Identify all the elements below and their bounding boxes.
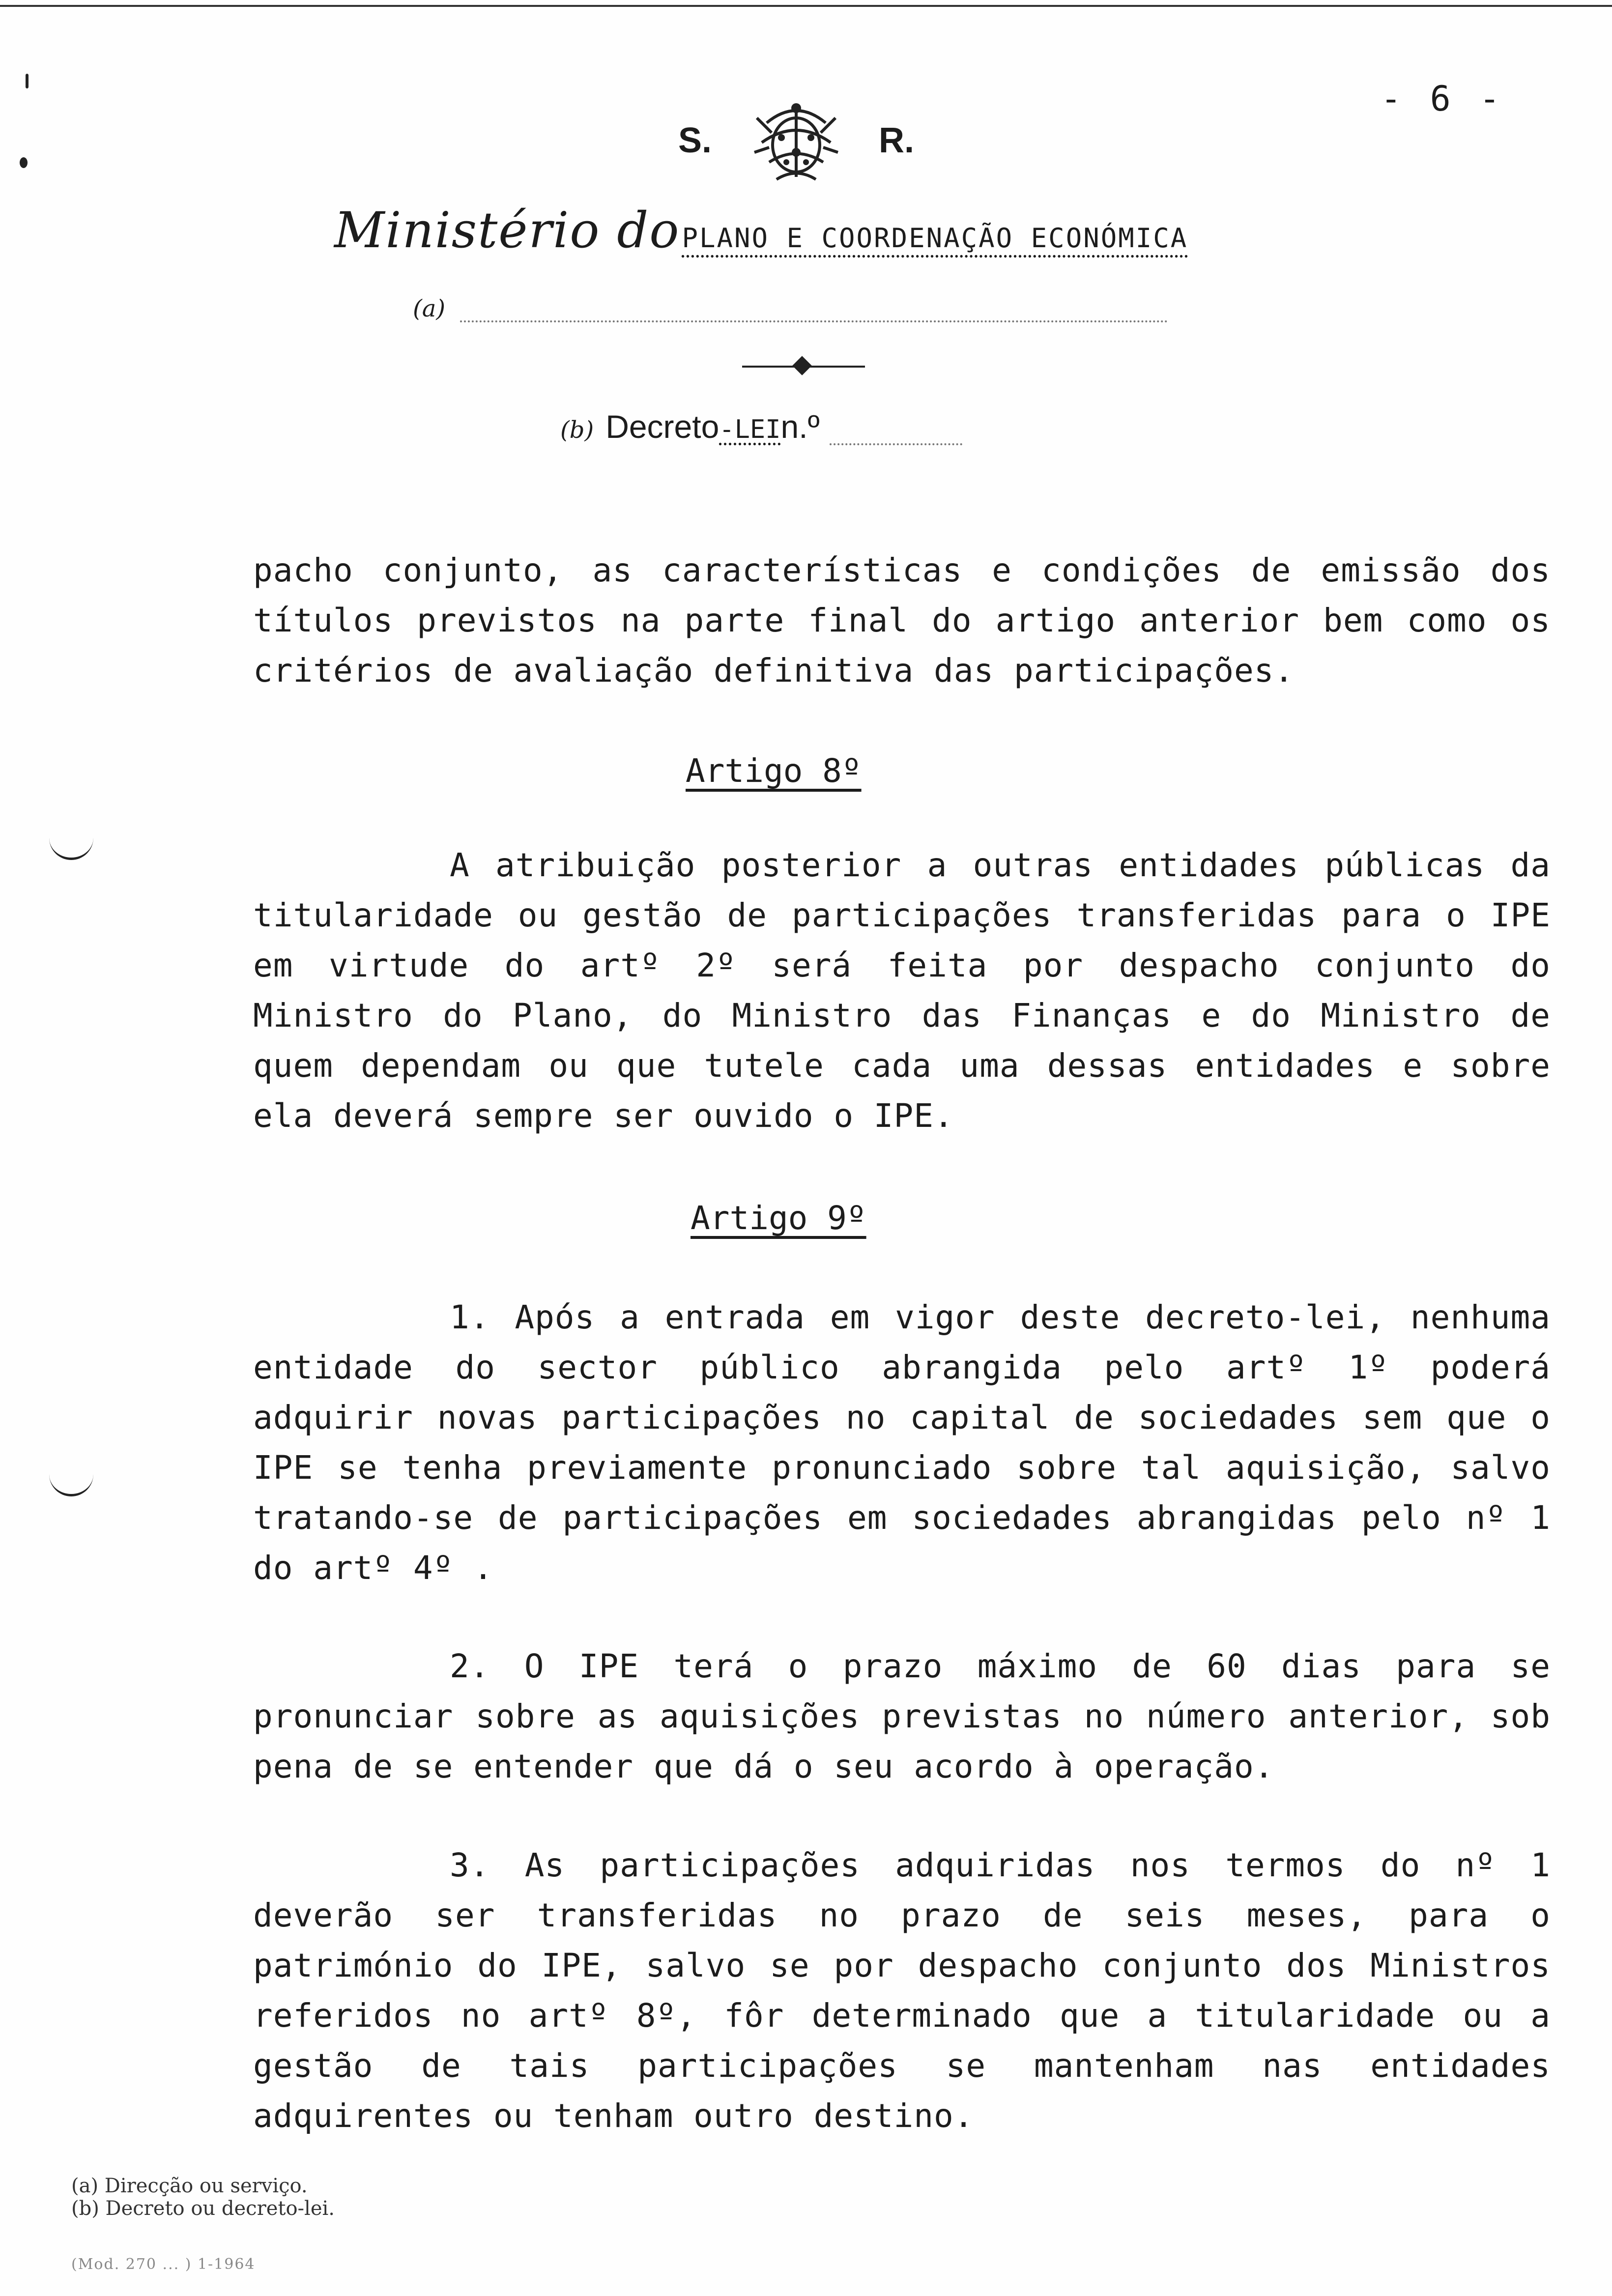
service-line [413,295,1168,322]
article-8-heading: Artigo 8º [686,752,862,790]
margin-mark-top [49,835,93,860]
article-9-para-1: 1. Após a entrada em vigor deste decreto-lei, nenhuma entidade do sector público abrangida pelo artº 1º poderá adquirir novas participações no capital de sociedades sem que o IPE se tenha previamente pronunciado sobre tal aquisição, salvo tratando-se de participações em sociedades abrangidas pelo nº 1 do artº 4º . [253,1298,1551,1587]
article-9-para-2: 2. O IPE terá o prazo máximo de 60 dias para se pronunciar sobre as aquisições previstas no número anterior, sob pena de se entender que dá o seu acordo à operação. [253,1647,1551,1785]
decree-label: Decreto [605,408,720,445]
continued-paragraph: pacho conjunto, as características e condições de emissão dos títulos previstos na parte final do artigo anterior bem como os critérios de avaliação definitiva das participações. [253,551,1551,689]
article-9-para-1-block [253,1292,1551,1593]
footnote-b: (b) Decreto ou decreto-lei. [71,2197,335,2220]
article-9-para-2-block [253,1641,1551,1792]
continued-paragraph-block [253,545,1551,696]
decree-label-b: (b) [560,416,594,444]
divider-diamond-icon [792,356,812,375]
form-code: (Mod. 270 ... ) 1-1964 [71,2256,256,2273]
state-seal [678,98,914,187]
margin-tick [26,74,29,88]
ministry-header [334,201,1268,259]
article-9-heading: Artigo 9º [691,1199,866,1237]
top-border-rule [0,5,1612,7]
decree-number-dots [830,443,962,445]
decree-number-label: n.º [780,408,820,445]
ministry-name: PLANO E COORDENAÇÃO ECONÓMICA [682,223,1188,254]
decree-line [560,408,962,445]
coat-of-arms-icon [747,98,845,187]
page-number: - 6 - [1381,79,1504,119]
service-line-label: (a) [413,295,446,322]
service-line-dots [460,320,1168,322]
article-8-text: A atribuição posterior a outras entidades públicas da titularidade ou gestão de participações transferidas para o IPE em virtude do artº 2º será feita por despacho conjunto do Ministro do Plano, do Ministro das Finanças e do Ministro de quem dependam ou que tutele cada uma dessas entidades e sobre ela deverá sempre ser ouvido o IPE. [253,846,1551,1135]
article-9-para-3-block [253,1840,1551,2141]
footnotes [71,2175,335,2220]
decree-lei-label: -LEI [719,415,781,444]
seal-letter-right: R. [879,121,914,160]
article-8-block [253,840,1551,1141]
seal-letter-left: S. [678,121,712,160]
footnote-a: (a) Direcção ou serviço. [71,2175,308,2197]
article-9-para-3: 3. As participações adquiridas nos termos do nº 1 deverão ser transferidas no prazo de seis meses, para o património do IPE, salvo se por despacho conjunto dos Ministros referidos no artº 8º, fôr determinado que a titularidade ou a gestão de tais participações se mantenham nas entidades adquirentes ou tenham outro destino. [253,1846,1551,2135]
margin-speck [20,157,28,168]
margin-mark-bottom [49,1472,93,1496]
ministry-prefix: Ministério do [334,201,680,259]
